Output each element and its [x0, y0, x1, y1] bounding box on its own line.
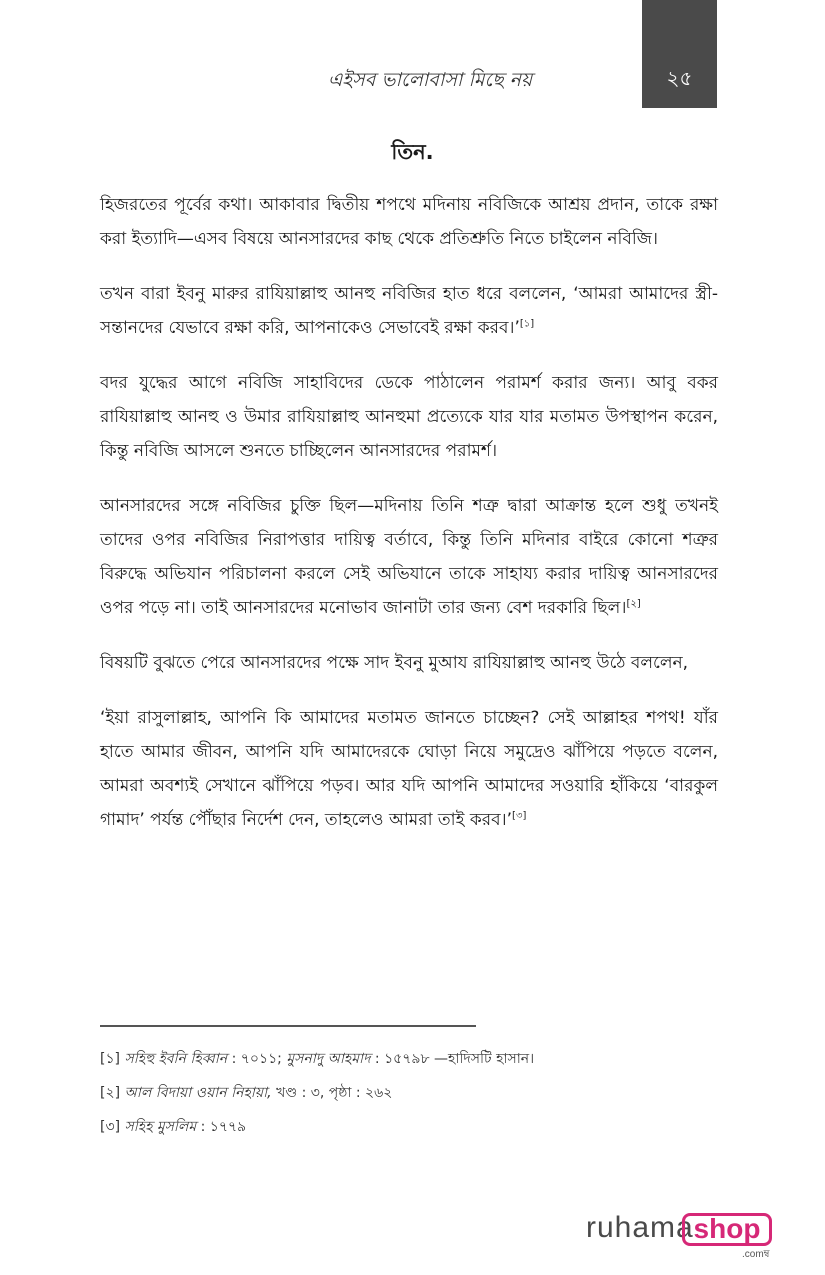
footnote — [100, 1081, 720, 1115]
paragraph: ‘ইয়া রাসুলাল্লাহ, আপনি কি আমাদের মতামত জানতে চাচ্ছেন? সেই আল্লাহর শপথ! যাঁর হাতে আমার জীবন, আপনি যদি আমাদেরকে ঘোড়া নিয়ে সমুদ্রেও ঝাঁপিয়ে পড়তে বলেন, আমরা অবশ্যই সেখানে ঝাঁপিয়ে পড়ব। আর যদি আপনি আমাদের সওয়ারি হাঁকিয়ে ‘বারকুল গামাদ’ পর্যন্ত পৌঁছার নির্দেশ দেন, তাহলেও আমরা তাই করব।’[৩] — [100, 708, 718, 830]
footnote-ref[interactable]: [২] — [626, 598, 641, 610]
footnote-mark: [৩] — [100, 1119, 121, 1135]
footnotes — [100, 1047, 720, 1149]
footnote — [100, 1047, 720, 1081]
page-number: ২৫ — [666, 66, 693, 90]
chapter-title: তিন. — [391, 140, 434, 164]
ruhamashop-logo — [586, 1211, 786, 1261]
footnote — [100, 1115, 720, 1149]
paragraph: হিজরতের পূর্বের কথা। আকাবার দ্বিতীয় শপথে মদিনায় নবিজিকে আশ্রয় প্রদান, তাকে রক্ষা করা ইত্যাদি—এসব বিষয়ে আনসারদের কাছ থেকে প্রতিশ্রুতি নিতে চাইলেন নবিজি। — [100, 195, 718, 249]
footnote-divider — [100, 1025, 476, 1027]
footnote-detail: : ৭০১১; — [227, 1051, 287, 1067]
footnote-detail: খণ্ড : ৩, পৃষ্ঠা : ২৬২ — [271, 1085, 393, 1101]
footnote-mark: [১] — [100, 1051, 121, 1067]
footnote-detail: : ১৭৭৯ — [196, 1119, 247, 1135]
footnote-mark: [২] — [100, 1085, 121, 1101]
footnote-source: সহিহ মুসলিম — [124, 1119, 197, 1135]
footnote-detail: : ১৫৭৯৮ —হাদিসটি হাসান। — [370, 1051, 535, 1067]
logo-shop-badge: shop — [682, 1213, 772, 1246]
paragraph: তখন বারা ইবনু মারুর রাযিয়াল্লাহু আনহু নবিজির হাত ধরে বললেন, ‘আমরা আমাদের স্ত্রী-সন্তানদের যেভাবে রক্ষা করি, আপনাকেও সেভাবেই রক্ষা করব।’[১] — [100, 284, 718, 338]
paragraph: আনসারদের সঙ্গে নবিজির চুক্তি ছিল—মদিনায় তিনি শত্রু দ্বারা আক্রান্ত হলে শুধু তখনই তাদের ওপর নবিজির নিরাপত্তার দায়িত্ব বর্তাবে, কিন্তু তিনি মদিনার বাইরে কোনো শত্রুর বিরুদ্ধে অভিযান পরিচালনা করলে সেই অভিযানে তাকে সাহায্য করার দায়িত্ব আনসারদের ওপর পড়ে না। তাই আনসারদের মনোভাব জানাটা তার জন্য বেশ দরকারি ছিল।[২] — [100, 496, 718, 618]
logo-wordmark: ruhama — [586, 1211, 694, 1244]
body-text — [100, 188, 718, 858]
logo-domain: .comম্ব — [742, 1249, 770, 1260]
footnote-source: মুসনাদু আহমাদ — [286, 1051, 371, 1067]
paragraph: বিষয়টি বুঝতে পেরে আনসারদের পক্ষে সাদ ইবনু মুআয রাযিয়াল্লাহু আনহু উঠে বললেন, — [100, 653, 689, 673]
paragraph: বদর যুদ্ধের আগে নবিজি সাহাবিদের ডেকে পাঠালেন পরামর্শ করার জন্য। আবু বকর রাযিয়াল্লাহু আনহু ও উমার রাযিয়াল্লাহু আনহুমা প্রত্যেকে যার যার মতামত উপস্থাপন করেন, কিন্তু নবিজি আসলে শুনতে চাচ্ছিলেন আনসারদের পরামর্শ। — [100, 373, 718, 461]
footnote-source: সহিহু ইবনি হিব্বান — [124, 1051, 228, 1067]
footnote-ref[interactable]: [১] — [519, 318, 535, 330]
footnote-ref[interactable]: [৩] — [512, 810, 527, 822]
running-head: এইসব ভালোবাসা মিছে নয় — [327, 69, 533, 91]
footnote-source: আল বিদায়া ওয়ান নিহায়া, — [124, 1085, 272, 1101]
page-number-tab — [642, 0, 717, 108]
